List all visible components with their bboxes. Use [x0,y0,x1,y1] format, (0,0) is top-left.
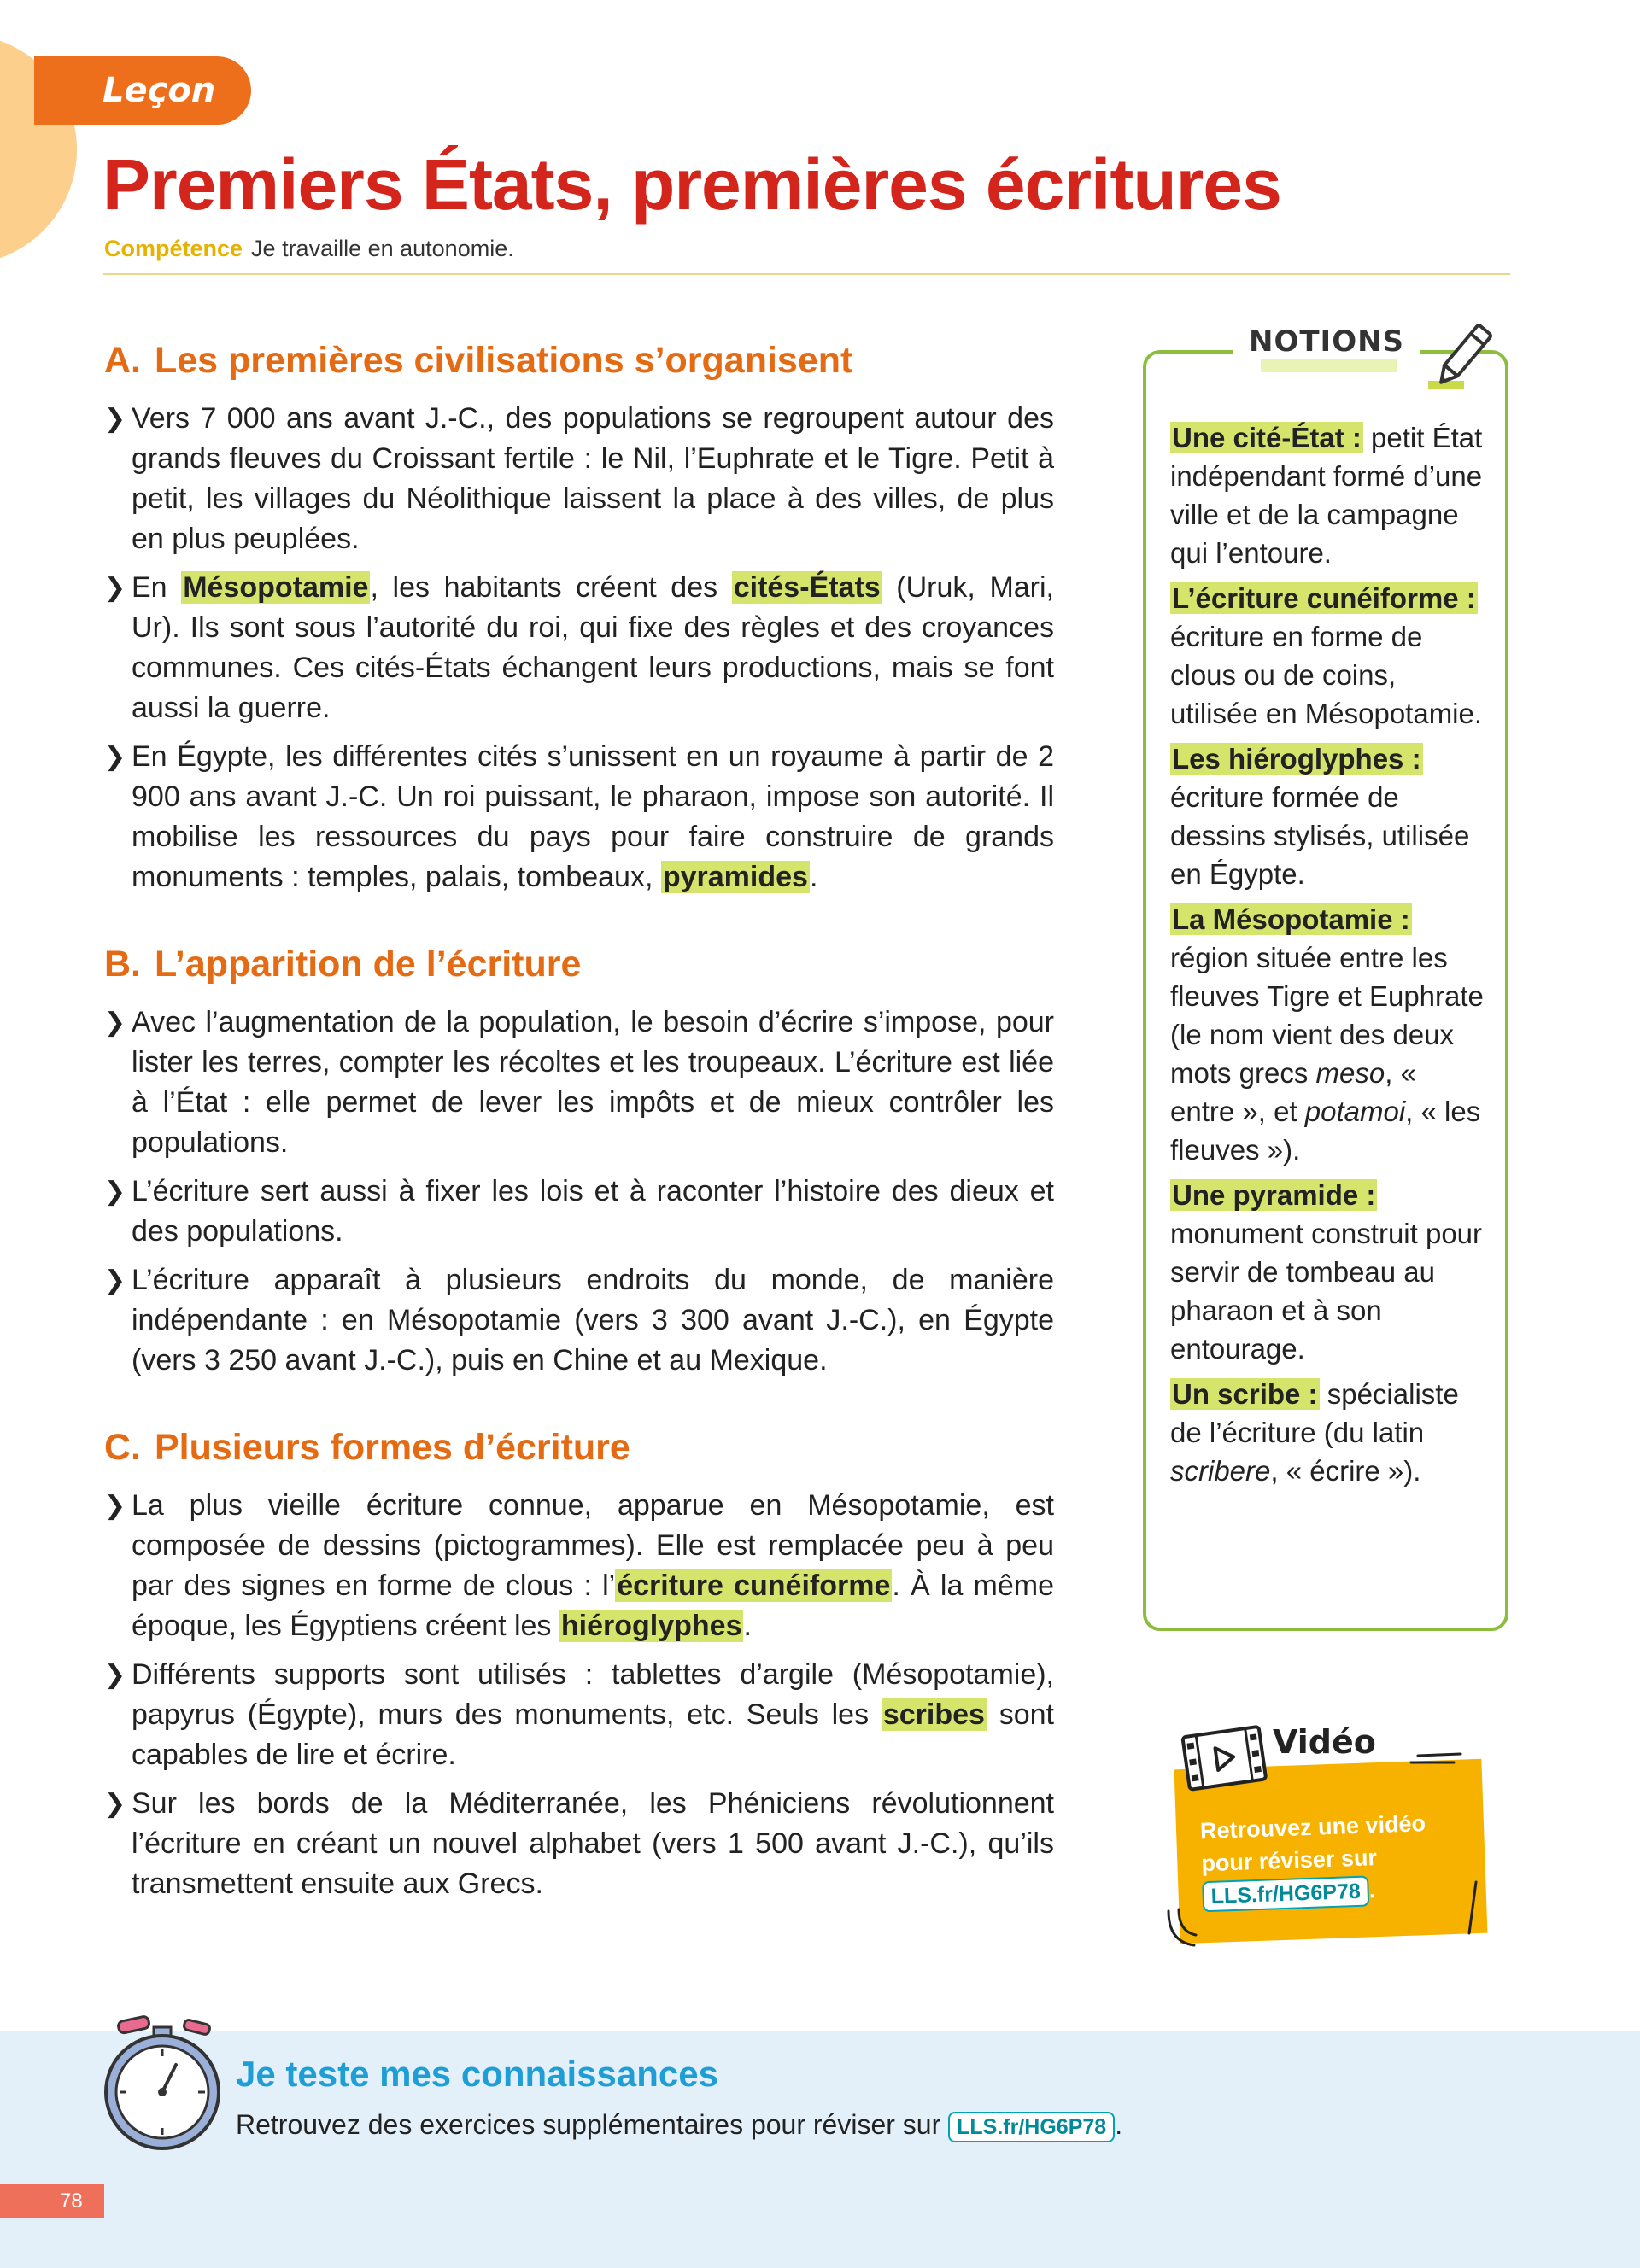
notions-label-highlight [1261,359,1397,372]
notion-term: L’écriture cunéiforme : [1172,582,1476,614]
chevron-icon: ❯ [104,1790,126,1818]
notion-item [1170,900,1485,1169]
pencil-icon [1425,304,1510,398]
text-run: Avec l’augmentation de la population, le besoin d’écrire s’impose, pour lister les terres, compter les récoltes et les troupeaux. L’écriture est liée à l’État : elle permet de lever les impôts et de mieux contrôler les populations. [132,1006,1054,1159]
chevron-icon: ❯ [104,743,126,771]
section-c-title: C. Plusieurs formes d’écriture [104,1427,630,1468]
text-run: sont capables de lire et écrire. [132,1698,1054,1771]
title-divider [102,273,1510,275]
competence-line [104,236,514,262]
test-text: Retrouvez des exercices supplémentaires pour réviser sur LLS.fr/HG6P78 . [236,2109,1122,2142]
text-run: La plus vieille écriture connue, apparue en Mésopotamie, est composée de dessins (pictogrammes). Elle est remplacée peu à peu par des signes en forme de clous : l’ [132,1489,1054,1602]
highlighted-term: cités-États [733,571,881,604]
chevron-icon: ❯ [104,1492,126,1520]
film-icon [1177,1721,1269,1792]
test-title: Je teste mes connaissances [236,2054,718,2094]
notion-item [1170,1375,1485,1490]
text-run: , les habitants créent des [370,571,732,604]
highlighted-term: hiéroglyphes [560,1610,742,1642]
section-a-paragraph [104,568,1054,728]
section-c-paragraph [104,1486,1054,1646]
lesson-tab: Leçon [34,56,251,125]
text-run: L’écriture apparaît à plusieurs endroits du monde, de manière indépendante : en Mésopotamie (vers 3 300 avant J.-C.), en Égypte (vers 3 250 avant J.-C.), puis en Chine et au Mexique. [132,1264,1054,1377]
chevron-icon: ❯ [104,1266,126,1295]
notion-term: La Mésopotamie : [1172,903,1410,935]
notion-term: Un scribe : [1172,1378,1318,1410]
text-run: spécialiste de l’écriture (du latin [1170,1378,1459,1448]
section-a-paragraph [104,737,1054,897]
section-b-title: B. L’apparition de l’écriture [104,944,582,985]
notion-term: Une pyramide : [1172,1179,1376,1211]
test-link[interactable]: LLS.fr/HG6P78 [948,2112,1115,2142]
section-c-paragraph [104,1784,1054,1904]
text-run: petit État indépendant formé d’une ville et de la campagne qui l’entoure. [1170,422,1483,569]
chevron-icon: ❯ [104,405,126,433]
deco-lines-icon [1409,1751,1469,1768]
lesson-content [104,340,1054,1913]
text-run: monument construit pour servir de tombeau au pharaon et à son entourage. [1170,1218,1483,1365]
highlighted-term: écriture cunéiforme [617,1569,891,1602]
video-card[interactable] [1162,1716,1503,1964]
page-number: 78 [0,2184,104,2218]
video-card-body: Retrouvez une vidéo pour réviser sur LLS.fr/HG6P78 . [1174,1759,1488,1944]
highlighted-term: scribes [882,1698,985,1731]
section-b-paragraph [104,1172,1054,1252]
text-run: , « entre », et [1170,1057,1416,1127]
text-run: écriture formée de dessins stylisés, utilisée en Égypte. [1170,781,1470,890]
notion-item [1170,418,1485,572]
notion-term: Une cité-État : [1172,422,1362,453]
competence-label: Compétence [104,236,243,261]
text-run: région située entre les fleuves Tigre et Euphrate (le nom vient des deux mots grecs [1170,942,1484,1089]
text-run: , « les fleuves »). [1170,1096,1481,1166]
text-run: écriture en forme de clous ou de coins, utilisée en Mésopotamie. [1170,621,1483,729]
highlighted-term: pyramides [662,861,808,893]
section-a-title: A. Les premières civilisations s’organisent [104,340,853,381]
text-run: Différents supports sont utilisés : tablettes d’argile (Mésopotamie), papyrus (Égypte), murs des monuments, etc. Seuls les [132,1658,1054,1731]
video-text: Retrouvez une vidéo pour réviser sur [1199,1810,1426,1877]
section-b-paragraph [104,1260,1054,1381]
video-title: Vidéo [1273,1723,1376,1761]
notions-box [1143,350,1508,1631]
notions-label: NOTIONS [1233,324,1420,359]
italic-term: scribere [1170,1455,1271,1487]
stopwatch-icon [101,2014,229,2154]
chevron-icon: ❯ [104,1008,126,1037]
text-run: , « écrire »). [1270,1455,1421,1487]
text-run: Vers 7 000 ans avant J.-C., des populations se regroupent autour des grands fleuves du Croissant fertile : le Nil, l’Euphrate et le Tigre. Petit à petit, les villages du Néolithique laissent la place à des villes, de plus en plus peuplées. [132,402,1054,555]
notion-term: Les hiéroglyphes : [1172,743,1421,775]
deco-stroke-icon [1462,1879,1483,1938]
text-run: En Égypte, les différentes cités s’unissent en un royaume à partir de 2 900 ans avant J.-C. Un roi puissant, le pharaon, impose son autorité. Il mobilise les ressources du pays pour faire construire de grands monuments : temples, palais, tombeaux, [132,740,1054,893]
text-run: Sur les bords de la Méditerranée, les Phéniciens révolutionnent l’écriture en créant un nouvel alphabet (vers 1 500 avant J.-C.), qu’ils transmettent ensuite aux Grecs. [132,1787,1054,1900]
text-run: . À la même époque, les Égyptiens créent les [132,1569,1054,1642]
text-run: En [132,571,182,604]
chevron-icon: ❯ [104,574,126,602]
text-run: (Uruk, Mari, Ur). Ils sont sous l’autorité du roi, qui fixe des règles et des croyances communes. Ces cités-États échangent leurs productions, mais se font aussi la guerre. [132,571,1055,724]
text-run: . [743,1610,752,1642]
italic-term: potamoi [1304,1096,1406,1127]
video-link[interactable]: LLS.fr/HG6P78 [1202,1875,1369,1912]
section-b-paragraph [104,1002,1054,1163]
section-c-paragraph [104,1655,1054,1775]
text-run: . [809,861,818,893]
deco-curve-icon [1162,1904,1204,1955]
highlighted-term: Mésopotamie [183,571,369,604]
italic-term: meso [1315,1057,1385,1089]
competence-text: Je travaille en autonomie. [251,236,514,261]
text-run: L’écriture sert aussi à fixer les lois et à raconter l’histoire des dieux et des populations. [132,1175,1054,1248]
chevron-icon: ❯ [104,1178,126,1206]
chevron-icon: ❯ [104,1661,126,1689]
notion-item [1170,579,1485,733]
section-a-paragraph [104,399,1054,559]
notion-item [1170,1176,1485,1368]
page-title: Premiers États, premières écritures [102,144,1281,225]
notion-item [1170,739,1485,893]
